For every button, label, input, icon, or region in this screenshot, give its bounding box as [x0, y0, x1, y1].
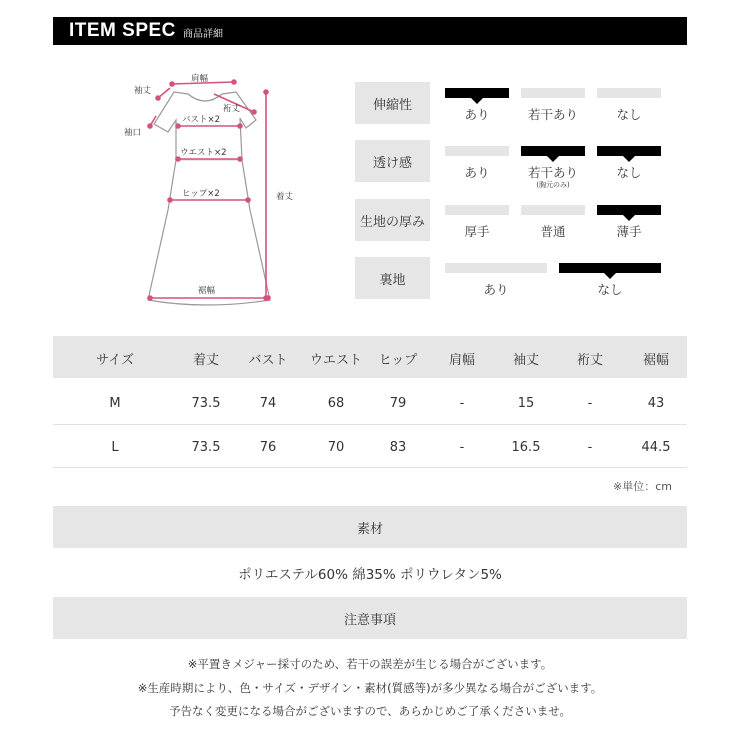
lining-bar-ari: [445, 263, 547, 273]
material-heading: 素材: [53, 506, 687, 548]
table-row-l-bust: 76: [259, 440, 277, 455]
table-row-m-yukitake: -: [587, 396, 593, 411]
table-row-m-bust: 74: [259, 396, 277, 411]
label-waist: ウエスト×2: [180, 148, 227, 158]
lining-opt-nashi: なし: [597, 282, 623, 297]
sheer-opt-nashi: なし: [616, 165, 642, 180]
stretch-bar-jakkan: [521, 88, 585, 98]
label-katahaba: 肩幅: [191, 74, 209, 84]
table-row-m-susohaba: 43: [647, 396, 665, 411]
thickness-opt-usude: 薄手: [616, 224, 642, 239]
label-kitake: 着丈: [276, 192, 294, 202]
label-hip: ヒップ×2: [182, 189, 220, 199]
sheer-bar-ari: [445, 146, 509, 156]
note-line-2: ※生産時期により、色・サイズ・デザイン・素材(質感等)が多少異なる場合がございます。: [137, 681, 603, 695]
label-sodetake: 袖丈: [134, 86, 152, 96]
table-row-l-size: L: [111, 440, 119, 455]
lining-opt-ari: あり: [483, 282, 509, 297]
table-row-m-katahaba: -: [459, 396, 465, 411]
th-katahaba: 肩幅: [448, 353, 475, 368]
dress-illustration: [110, 60, 325, 310]
material-text: ポリエステル60% 綿35% ポリウレタン5%: [238, 567, 502, 583]
spec-stretch-label: 伸縮性: [355, 82, 430, 124]
th-hip: ヒップ: [378, 353, 418, 368]
spec-lining-label: 裏地: [355, 257, 430, 299]
table-row-l-waist: 70: [327, 440, 345, 455]
note-line-3: 予告なく変更になる場合がございますので、あらかじめご了承くださいませ。: [169, 704, 571, 718]
table-row-m-kitake: 73.5: [191, 396, 221, 411]
header-title: ITEM SPEC: [69, 20, 176, 41]
spec-sheer-label: 透け感: [355, 140, 430, 182]
label-susohaba: 裾幅: [198, 286, 216, 296]
sheer-bar-nashi: [597, 146, 661, 156]
table-row-m-hip: 79: [389, 396, 407, 411]
stretch-opt-jakkan: 若干あり: [527, 107, 578, 122]
table-row-l-katahaba: -: [459, 440, 465, 455]
table-row-m-sodetake: 15: [517, 396, 535, 411]
table-row-l-hip: 83: [389, 440, 407, 455]
note-line-1: ※平置きメジャー採寸のため、若干の誤差が生じる場合がございます。: [187, 657, 553, 671]
th-waist: ウエスト: [309, 353, 362, 368]
th-yukitake: 裄丈: [576, 353, 603, 368]
th-susohaba: 裾幅: [642, 353, 669, 368]
table-divider: [53, 424, 687, 425]
sheer-bar-jakkan: [521, 146, 585, 156]
label-yukitake: 裄丈: [223, 104, 241, 114]
table-row-m-size: M: [109, 396, 121, 411]
stretch-bar-nashi: [597, 88, 661, 98]
item-spec-header: [53, 17, 687, 45]
table-row-l-yukitake: -: [587, 440, 593, 455]
stretch-opt-nashi: なし: [616, 107, 642, 122]
table-row-l-sodetake: 16.5: [511, 440, 541, 455]
header-subtitle: 商品詳細: [183, 29, 223, 40]
label-sodeguchi: 袖口: [124, 128, 142, 138]
thickness-opt-atsude: 厚手: [464, 224, 490, 239]
sheer-opt-jakkan: 若干あり: [527, 165, 578, 180]
th-sodetake: 袖丈: [512, 353, 539, 368]
thickness-bar-usude: [597, 205, 661, 215]
sheer-opt-ari: あり: [464, 165, 490, 180]
garment-diagram: [110, 60, 325, 310]
lining-bar-nashi: [559, 263, 661, 273]
notes-heading: 注意事項: [53, 597, 687, 639]
spec-thickness-label: 生地の厚み: [355, 199, 430, 241]
thickness-bar-atsude: [445, 205, 509, 215]
th-size: サイズ: [96, 353, 134, 368]
th-bust: バスト: [248, 353, 288, 368]
table-row-m-waist: 68: [327, 396, 345, 411]
table-row-l-susohaba: 44.5: [641, 440, 671, 455]
thickness-bar-futsu: [521, 205, 585, 215]
unit-note: ※単位：cm: [613, 480, 672, 493]
sheer-opt-note: (胸元のみ): [536, 181, 570, 189]
th-kitake: 着丈: [192, 353, 219, 368]
table-bottom-divider: [53, 467, 687, 468]
stretch-bar-ari: [445, 88, 509, 98]
table-row-l-kitake: 73.5: [191, 440, 221, 455]
thickness-opt-futsu: 普通: [540, 224, 566, 239]
label-bust: バスト×2: [182, 115, 221, 125]
stretch-opt-ari: あり: [464, 107, 490, 122]
